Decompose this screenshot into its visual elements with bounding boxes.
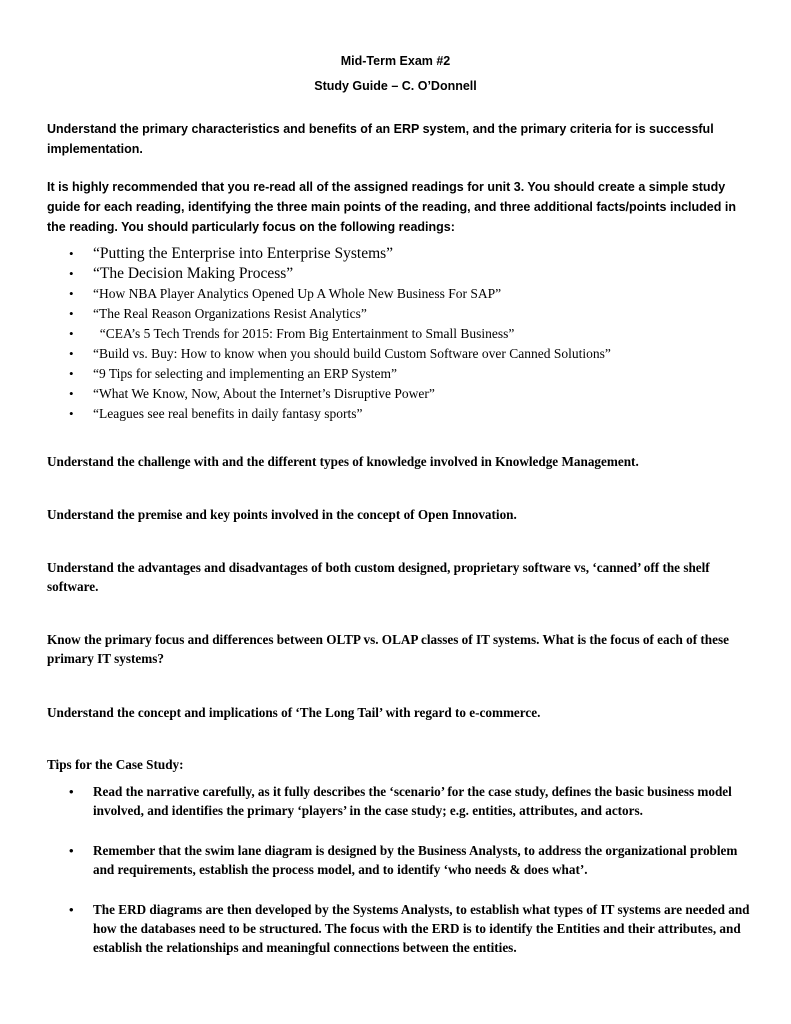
page-title: Mid-Term Exam #2 bbox=[340, 54, 451, 68]
bullet-icon: • bbox=[69, 784, 74, 799]
tips-list bbox=[0, 782, 791, 957]
knowledge-management-topic: Understand the challenge with and the different types of knowledge involved in Knowledge Management. bbox=[47, 454, 639, 469]
reading-item bbox=[0, 384, 611, 404]
bullet-icon: • bbox=[69, 246, 74, 261]
tip-text: The ERD diagrams are then developed by the Systems Analysts, to establish what types of IT systems are needed and how the databases need to be structured. The focus with the ERD is to identify the Entities and their attributes, and establish the relationships and meaningful connections between the entities. bbox=[93, 902, 750, 955]
bullet-icon: • bbox=[69, 266, 74, 281]
tip-text: Read the narrative carefully, as it fully describes the ‘scenario’ for the case study, defines the basic business model involved, and identifies the primary ‘players’ in the case study; e.g. entities, attributes, and actors. bbox=[93, 784, 732, 818]
reading-text: “Leagues see real benefits in daily fantasy sports” bbox=[93, 406, 363, 421]
oltp-olap-topic: Know the primary focus and differences between OLTP vs. OLAP classes of IT systems. What is the focus of each of these primary IT systems? bbox=[47, 632, 729, 666]
erp-paragraph: Understand the primary characteristics and benefits of an ERP system, and the primary criteria for is successful implementation. bbox=[47, 122, 714, 156]
reading-text: “Putting the Enterprise into Enterprise Systems” bbox=[93, 245, 394, 262]
tip-item bbox=[0, 841, 753, 879]
tip-text: Remember that the swim lane diagram is designed by the Business Analysts, to address the organizational problem and requirements, establish the process model, and to identify ‘who needs & does what’. bbox=[93, 843, 738, 877]
bullet-icon: • bbox=[69, 902, 74, 917]
custom-vs-canned-topic: Understand the advantages and disadvantages of both custom designed, proprietary software vs, ‘canned’ off the shelf software. bbox=[47, 560, 710, 594]
open-innovation-topic: Understand the premise and key points involved in the concept of Open Innovation. bbox=[47, 507, 517, 522]
tip-item bbox=[0, 900, 753, 957]
readings-list bbox=[0, 244, 611, 424]
bullet-icon: • bbox=[69, 366, 74, 381]
reading-text: “9 Tips for selecting and implementing an ERP System” bbox=[93, 366, 397, 381]
page-subtitle: Study Guide – C. O’Donnell bbox=[314, 79, 477, 93]
tips-heading: Tips for the Case Study: bbox=[47, 757, 184, 772]
reading-item bbox=[0, 284, 611, 304]
reading-item bbox=[0, 264, 611, 284]
bullet-icon: • bbox=[69, 386, 74, 401]
bullet-icon: • bbox=[69, 346, 74, 361]
reading-text: “How NBA Player Analytics Opened Up A Whole New Business For SAP” bbox=[93, 286, 502, 301]
tip-item bbox=[0, 782, 753, 820]
bullet-icon: • bbox=[69, 326, 74, 341]
reading-item bbox=[0, 244, 611, 264]
bullet-icon: • bbox=[69, 843, 74, 858]
bullet-icon: • bbox=[69, 306, 74, 321]
reading-item bbox=[0, 364, 611, 384]
reading-text: “The Real Reason Organizations Resist Analytics” bbox=[93, 306, 367, 321]
bullet-icon: • bbox=[69, 286, 74, 301]
long-tail-topic: Understand the concept and implications of ‘The Long Tail’ with regard to e-commerce. bbox=[47, 705, 541, 720]
reading-item bbox=[0, 404, 611, 424]
reading-text: “What We Know, Now, About the Internet’s Disruptive Power” bbox=[93, 386, 435, 401]
reading-text: “The Decision Making Process” bbox=[93, 265, 294, 282]
reading-item bbox=[0, 344, 611, 364]
reading-text: “Build vs. Buy: How to know when you should build Custom Software over Canned Solutions” bbox=[93, 346, 611, 361]
reading-item bbox=[0, 304, 611, 324]
readings-intro-paragraph: It is highly recommended that you re-read all of the assigned readings for unit 3. You should create a simple study guide for each reading, identifying the three main points of the reading, and three additional facts/points included in the reading. You should particularly focus on the following readings: bbox=[47, 180, 736, 234]
bullet-icon: • bbox=[69, 406, 74, 421]
reading-item bbox=[0, 324, 611, 344]
reading-text: “CEA’s 5 Tech Trends for 2015: From Big Entertainment to Small Business” bbox=[93, 326, 515, 341]
